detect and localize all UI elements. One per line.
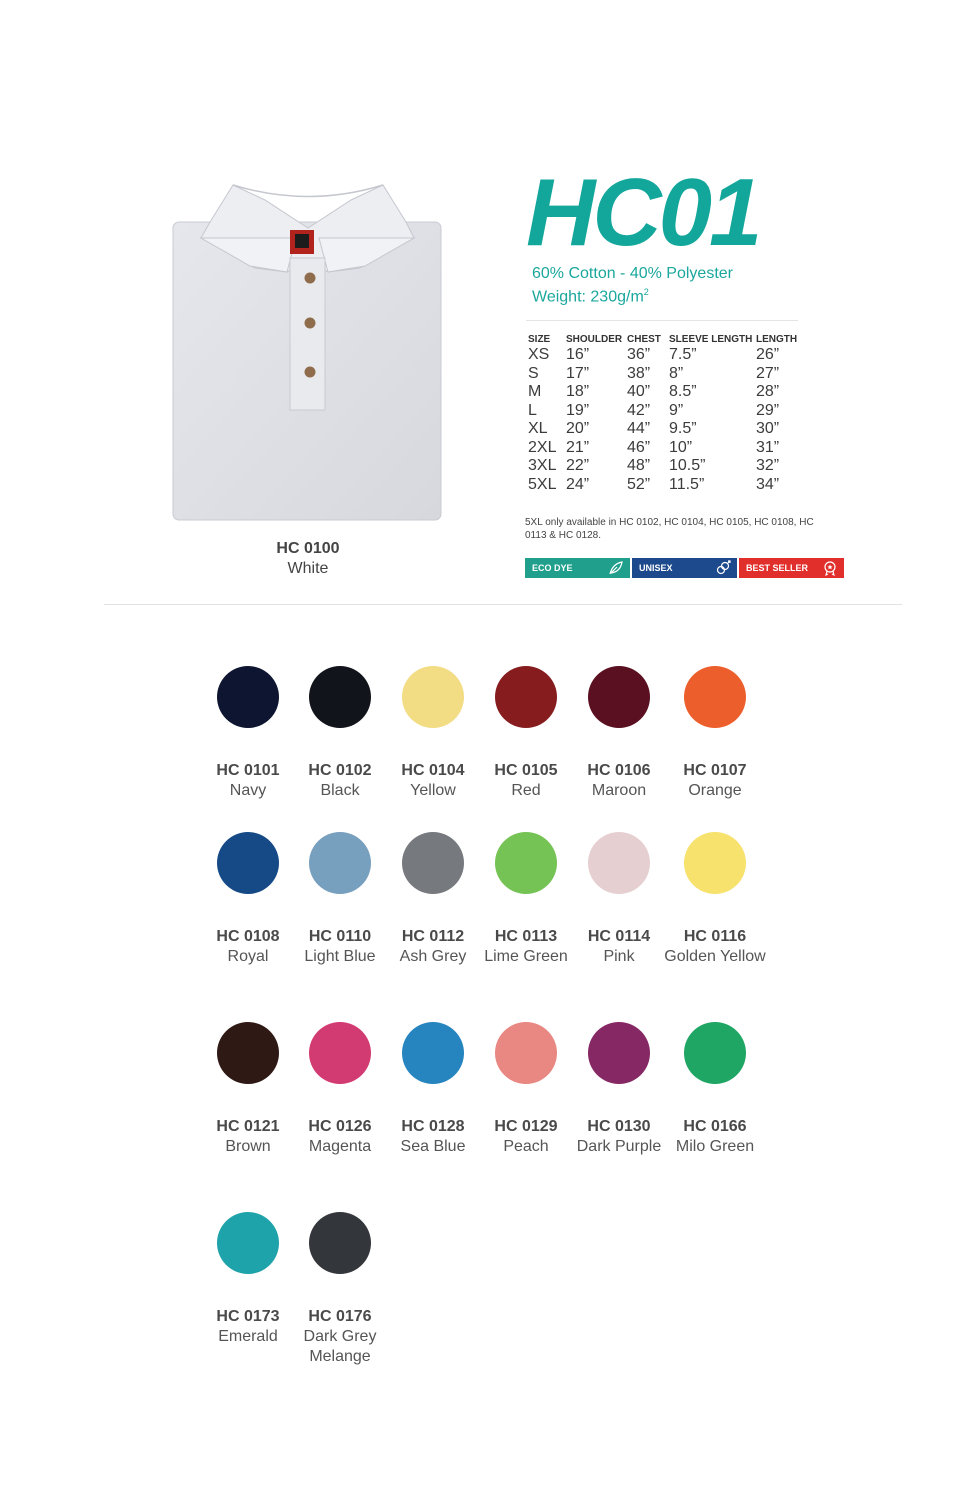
- chest-cell: 52”: [627, 475, 651, 493]
- color-dot: [588, 666, 650, 728]
- color-dot: [217, 1212, 279, 1274]
- color-dot: [588, 1022, 650, 1084]
- color-dot: [495, 1022, 557, 1084]
- color-name: Light Blue: [304, 948, 376, 965]
- sleeve-length-cell: 8.5”: [669, 383, 697, 400]
- sleeve-length-cell: 7.5”: [669, 346, 697, 363]
- color-name: Sea Blue: [400, 1138, 466, 1155]
- color-name: Emerald: [218, 1328, 278, 1345]
- header-sleeve-length: SLEEVE LENGTH: [669, 333, 753, 345]
- color-code: HC 0107: [683, 762, 747, 779]
- chest-cell: 42”: [627, 401, 651, 419]
- color-code: HC 0108: [216, 928, 280, 945]
- color-code: HC 0176: [308, 1308, 372, 1325]
- color-dot: [309, 1022, 371, 1084]
- color-swatch: [280, 1212, 400, 1367]
- color-name: Red: [511, 782, 541, 799]
- color-code: HC 0130: [587, 1118, 651, 1135]
- shoulder-cell: 19”: [566, 401, 590, 419]
- color-code: HC 0106: [587, 762, 651, 779]
- color-name: Pink: [603, 948, 635, 965]
- best-seller-badge: [739, 558, 844, 578]
- size-cell: S: [528, 364, 539, 382]
- color-name: Black: [320, 782, 360, 799]
- color-dot: [402, 832, 464, 894]
- sleeve-length-cell: 8”: [669, 364, 684, 382]
- sleeve-length-cell: 10”: [669, 438, 693, 456]
- size-row: [528, 439, 806, 458]
- color-label: [655, 1117, 775, 1157]
- color-name: Ash Grey: [399, 948, 467, 965]
- size-cell: M: [528, 383, 542, 400]
- color-dot: [402, 1022, 464, 1084]
- chest-cell: 44”: [627, 420, 651, 437]
- color-code: HC 0166: [683, 1118, 747, 1135]
- color-name-line2: Melange: [309, 1348, 371, 1365]
- sleeve-length-cell: 11.5”: [669, 475, 705, 493]
- shoulder-cell: 22”: [566, 457, 590, 474]
- size-row: [528, 346, 806, 365]
- color-name: Brown: [225, 1138, 271, 1155]
- sleeve-length-cell: 9.5”: [669, 420, 697, 437]
- shoulder-cell: 21”: [566, 438, 590, 456]
- chest-cell: 48”: [627, 457, 651, 474]
- color-dot: [684, 832, 746, 894]
- color-dot: [217, 1022, 279, 1084]
- color-swatch: [655, 1022, 775, 1157]
- color-code: HC 0116: [683, 928, 747, 945]
- size-chart-header: [528, 332, 806, 346]
- color-name: Navy: [229, 782, 267, 799]
- color-code: HC 0173: [216, 1308, 280, 1325]
- fabric-weight-text: Weight: 230g/m: [532, 288, 644, 306]
- size-availability-note: 5XL only available in HC 0102, HC 0104, HC 0105, HC 0108, HC 0113 & HC 0128.: [525, 517, 814, 541]
- color-swatch: [655, 666, 775, 801]
- color-name: Orange: [688, 782, 742, 799]
- size-cell: 2XL: [528, 438, 557, 456]
- length-cell: 32”: [756, 457, 780, 474]
- shoulder-cell: 20”: [566, 420, 590, 437]
- section-rule: [526, 320, 798, 321]
- color-code: HC 0121: [216, 1118, 280, 1135]
- color-name: Peach: [503, 1138, 549, 1155]
- header-length: LENGTH: [756, 333, 798, 345]
- header-size: SIZE: [528, 333, 551, 345]
- color-name: Golden Yellow: [664, 948, 766, 965]
- color-code: HC 0113: [494, 928, 558, 945]
- color-dot: [217, 666, 279, 728]
- color-code: HC 0112: [401, 928, 465, 945]
- leaf-icon: [608, 560, 624, 576]
- fabric-weight-unit-sup: 2: [643, 287, 649, 297]
- length-cell: 34”: [756, 475, 780, 493]
- color-name: Milo Green: [675, 1138, 755, 1155]
- length-cell: 27”: [756, 364, 780, 382]
- size-chart-table: [528, 332, 806, 494]
- unisex-badge: [632, 558, 737, 578]
- featured-color-code: HC 0100: [276, 540, 340, 557]
- color-name: Magenta: [308, 1138, 372, 1155]
- fabric-weight: [532, 283, 733, 306]
- size-row: [528, 476, 806, 495]
- best-seller-label: BEST SELLER: [746, 563, 809, 573]
- unisex-label: UNISEX: [639, 563, 673, 573]
- length-cell: 30”: [756, 420, 780, 437]
- color-dot: [309, 666, 371, 728]
- size-cell: L: [528, 401, 537, 419]
- size-cell: XL: [528, 420, 548, 437]
- length-cell: 26”: [756, 346, 780, 363]
- page-divider: [104, 604, 902, 605]
- color-code: HC 0102: [308, 762, 372, 779]
- fabric-info: [532, 264, 733, 306]
- shoulder-cell: 24”: [566, 475, 590, 493]
- length-cell: 31”: [756, 438, 780, 456]
- color-code: HC 0126: [308, 1118, 372, 1135]
- color-code: HC 0114: [587, 928, 651, 945]
- award-icon: [822, 560, 838, 576]
- model-title: HC01: [526, 159, 760, 266]
- featured-color-label: [208, 539, 408, 579]
- chest-cell: 40”: [627, 383, 651, 400]
- color-label: [655, 761, 775, 801]
- length-cell: 28”: [756, 383, 780, 400]
- size-cell: XS: [528, 346, 550, 363]
- size-cell: 5XL: [528, 475, 557, 493]
- eco-dye-badge: [525, 558, 630, 578]
- fabric-composition: 60% Cotton - 40% Polyester: [532, 265, 733, 282]
- chest-cell: 36”: [627, 346, 651, 363]
- color-label: [655, 927, 775, 967]
- size-cell: 3XL: [528, 457, 557, 474]
- color-code: HC 0104: [401, 762, 465, 779]
- color-code: HC 0129: [494, 1118, 558, 1135]
- color-name: Royal: [227, 948, 269, 965]
- color-code: HC 0128: [401, 1118, 465, 1135]
- chest-cell: 38”: [627, 364, 651, 382]
- color-dot: [495, 666, 557, 728]
- color-dot: [684, 666, 746, 728]
- shoulder-cell: 16”: [566, 346, 590, 363]
- color-dot: [309, 1212, 371, 1274]
- color-dot: [309, 832, 371, 894]
- size-row: [528, 457, 806, 476]
- header-shoulder: SHOULDER: [566, 333, 623, 345]
- gender-icon: [715, 560, 731, 576]
- sleeve-length-cell: 9”: [669, 401, 684, 419]
- color-name: Dark Grey: [303, 1328, 377, 1345]
- color-name: Yellow: [410, 782, 456, 799]
- color-dot: [684, 1022, 746, 1084]
- size-row: [528, 402, 806, 421]
- color-swatch: [655, 832, 775, 967]
- color-code: HC 0105: [494, 762, 558, 779]
- size-row: [528, 383, 806, 402]
- color-dot: [588, 832, 650, 894]
- featured-color-name: White: [287, 560, 329, 577]
- color-name: Dark Purple: [576, 1138, 662, 1155]
- polo-shirt-image: [170, 180, 445, 525]
- shoulder-cell: 17”: [566, 364, 590, 382]
- color-label: [280, 1307, 400, 1367]
- shoulder-cell: 18”: [566, 383, 590, 400]
- feature-badges: [525, 558, 844, 578]
- color-name: Maroon: [591, 782, 647, 799]
- eco-dye-label: ECO DYE: [532, 563, 573, 573]
- size-row: [528, 420, 806, 439]
- color-name: Lime Green: [484, 948, 568, 965]
- color-dot: [402, 666, 464, 728]
- size-row: [528, 365, 806, 384]
- color-dot: [217, 832, 279, 894]
- chest-cell: 46”: [627, 438, 651, 456]
- color-code: HC 0110: [308, 928, 372, 945]
- color-dot: [495, 832, 557, 894]
- length-cell: 29”: [756, 401, 780, 419]
- sleeve-length-cell: 10.5”: [669, 457, 706, 474]
- header-chest: CHEST: [627, 333, 661, 345]
- color-code: HC 0101: [216, 762, 280, 779]
